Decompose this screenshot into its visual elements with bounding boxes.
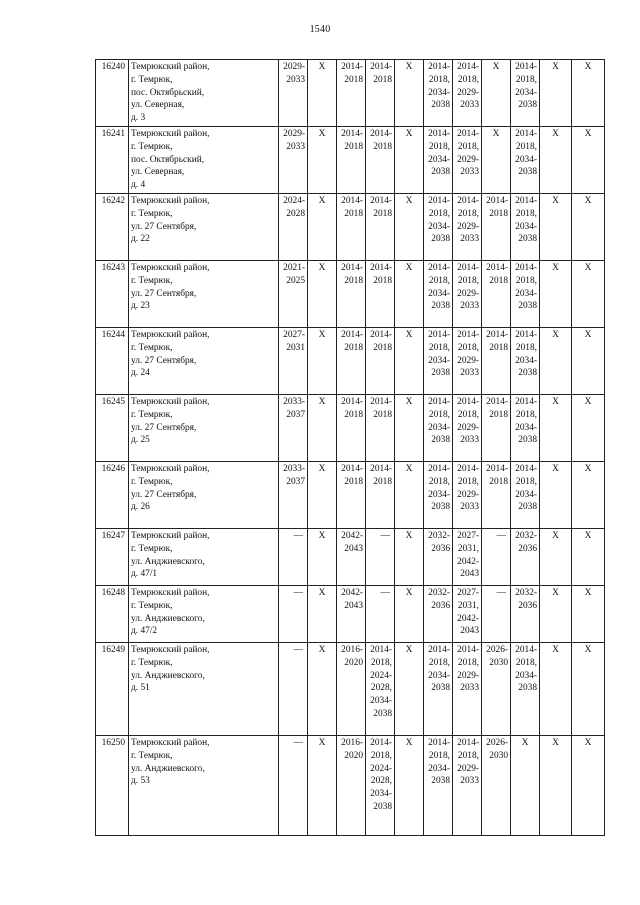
period-cell: X (308, 328, 337, 395)
row-number: 16245 (96, 395, 129, 462)
period-cell: 2014- 2018, 2034- 2038 (424, 462, 453, 529)
row-number: 16243 (96, 261, 129, 328)
period-cell: 2014- 2018, 2029- 2033 (453, 643, 482, 736)
period-cell: 2014- 2018 (366, 127, 395, 194)
period-cell: 2014- 2018 (482, 328, 511, 395)
period-cell: X (572, 194, 605, 261)
period-cell: X (572, 261, 605, 328)
period-cell: X (572, 395, 605, 462)
period-cell: — (482, 586, 511, 643)
period-cell: X (540, 643, 572, 736)
period-cell: 2014- 2018, 2034- 2038 (424, 328, 453, 395)
period-cell: 2014- 2018, 2029- 2033 (453, 736, 482, 836)
period-cell: 2014- 2018, 2034- 2038 (424, 736, 453, 836)
table-row (96, 261, 605, 328)
period-cell: 2042- 2043 (337, 529, 366, 586)
period-cell: X (540, 261, 572, 328)
period-cell: 2014- 2018, 2029- 2033 (453, 194, 482, 261)
period-cell: 2014- 2018, 2034- 2038 (424, 194, 453, 261)
period-cell: — (279, 736, 308, 836)
period-cell: 2026- 2030 (482, 736, 511, 836)
period-cell: 2029- 2033 (279, 60, 308, 127)
period-cell: 2014- 2018, 2034- 2038 (424, 395, 453, 462)
period-cell: X (540, 462, 572, 529)
period-cell: X (540, 328, 572, 395)
period-cell: X (395, 736, 424, 836)
period-cell: X (395, 261, 424, 328)
period-cell: 2014- 2018 (337, 127, 366, 194)
period-cell: X (395, 395, 424, 462)
row-number: 16249 (96, 643, 129, 736)
period-cell: X (308, 736, 337, 836)
period-cell: X (572, 586, 605, 643)
address-cell: Темрюкский район, г. Темрюк, пос. Октябрьский, ул. Северная, д. 4 (129, 127, 279, 194)
period-cell: 2014- 2018 (337, 60, 366, 127)
period-cell: 2014- 2018 (337, 395, 366, 462)
table-row (96, 643, 605, 736)
period-cell: 2021- 2025 (279, 261, 308, 328)
period-cell: X (308, 462, 337, 529)
address-cell: Темрюкский район, г. Темрюк, ул. Анджиевского, д. 51 (129, 643, 279, 736)
row-number: 16244 (96, 328, 129, 395)
table-row (96, 395, 605, 462)
period-cell: X (482, 60, 511, 127)
period-cell: X (395, 529, 424, 586)
table-row (96, 462, 605, 529)
period-cell: X (395, 643, 424, 736)
address-cell: Темрюкский район, г. Темрюк, пос. Октябрьский, ул. Северная, д. 3 (129, 60, 279, 127)
period-cell: 2014- 2018 (482, 261, 511, 328)
page-number: 1540 (309, 24, 331, 35)
row-number: 16247 (96, 529, 129, 586)
period-cell: 2014- 2018 (366, 261, 395, 328)
period-cell: X (572, 127, 605, 194)
period-cell: X (540, 60, 572, 127)
period-cell: X (540, 586, 572, 643)
period-cell: 2014- 2018 (337, 261, 366, 328)
period-cell: X (511, 736, 540, 836)
period-cell: 2032- 2036 (511, 586, 540, 643)
row-number: 16242 (96, 194, 129, 261)
period-cell: 2014- 2018, 2034- 2038 (511, 194, 540, 261)
period-cell: X (395, 127, 424, 194)
period-cell: 2032- 2036 (424, 586, 453, 643)
address-cell: Темрюкский район, г. Темрюк, ул. Анджиевского, д. 53 (129, 736, 279, 836)
period-cell: X (572, 643, 605, 736)
address-cell: Темрюкский район, г. Темрюк, ул. 27 Сентября, д. 25 (129, 395, 279, 462)
address-cell: Темрюкский район, г. Темрюк, ул. 27 Сентября, д. 22 (129, 194, 279, 261)
housing-register-table (95, 59, 605, 836)
period-cell: 2026- 2030 (482, 643, 511, 736)
address-cell: Темрюкский район, г. Темрюк, ул. Анджиевского, д. 47/1 (129, 529, 279, 586)
table-body (96, 60, 605, 836)
period-cell: X (308, 529, 337, 586)
period-cell: 2014- 2018, 2034- 2038 (511, 328, 540, 395)
period-cell: 2014- 2018, 2029- 2033 (453, 462, 482, 529)
table-row (96, 194, 605, 261)
period-cell: 2014- 2018 (366, 328, 395, 395)
period-cell: 2042- 2043 (337, 586, 366, 643)
period-cell: 2024- 2028 (279, 194, 308, 261)
period-cell: 2014- 2018, 2034- 2038 (511, 261, 540, 328)
period-cell: 2033- 2037 (279, 462, 308, 529)
period-cell: X (308, 643, 337, 736)
table-row (96, 328, 605, 395)
period-cell: X (308, 127, 337, 194)
period-cell: 2014- 2018 (482, 194, 511, 261)
period-cell: X (540, 529, 572, 586)
period-cell: 2014- 2018, 2029- 2033 (453, 127, 482, 194)
period-cell: X (395, 462, 424, 529)
period-cell: 2014- 2018 (366, 462, 395, 529)
period-cell: X (572, 736, 605, 836)
period-cell: 2014- 2018 (482, 395, 511, 462)
period-cell: X (395, 194, 424, 261)
period-cell: X (308, 261, 337, 328)
period-cell: — (279, 529, 308, 586)
period-cell: 2014- 2018 (482, 462, 511, 529)
period-cell: X (572, 60, 605, 127)
address-cell: Темрюкский район, г. Темрюк, ул. 27 Сентября, д. 26 (129, 462, 279, 529)
period-cell: 2032- 2036 (511, 529, 540, 586)
row-number: 16250 (96, 736, 129, 836)
period-cell: — (366, 529, 395, 586)
period-cell: 2014- 2018, 2034- 2038 (424, 261, 453, 328)
period-cell: X (308, 60, 337, 127)
table-row (96, 60, 605, 127)
period-cell: 2014- 2018, 2024- 2028, 2034- 2038 (366, 643, 395, 736)
period-cell: X (395, 328, 424, 395)
period-cell: 2014- 2018, 2029- 2033 (453, 395, 482, 462)
period-cell: X (395, 60, 424, 127)
period-cell: X (540, 127, 572, 194)
period-cell: 2027- 2031, 2042- 2043 (453, 586, 482, 643)
period-cell: — (366, 586, 395, 643)
period-cell: 2014- 2018, 2029- 2033 (453, 261, 482, 328)
period-cell: X (482, 127, 511, 194)
period-cell: X (308, 586, 337, 643)
period-cell: — (482, 529, 511, 586)
period-cell: 2014- 2018, 2034- 2038 (424, 643, 453, 736)
period-cell: 2014- 2018 (337, 462, 366, 529)
period-cell: 2029- 2033 (279, 127, 308, 194)
row-number: 16248 (96, 586, 129, 643)
period-cell: 2027- 2031, 2042- 2043 (453, 529, 482, 586)
table-row (96, 586, 605, 643)
period-cell: X (572, 529, 605, 586)
period-cell: 2014- 2018, 2024- 2028, 2034- 2038 (366, 736, 395, 836)
period-cell: 2032- 2036 (424, 529, 453, 586)
period-cell: 2014- 2018 (366, 395, 395, 462)
period-cell: X (540, 194, 572, 261)
row-number: 16240 (96, 60, 129, 127)
period-cell: — (279, 586, 308, 643)
period-cell: 2014- 2018, 2029- 2033 (453, 328, 482, 395)
address-cell: Темрюкский район, г. Темрюк, ул. 27 Сентября, д. 24 (129, 328, 279, 395)
table-row (96, 736, 605, 836)
period-cell: 2014- 2018, 2034- 2038 (511, 643, 540, 736)
period-cell: 2014- 2018, 2034- 2038 (511, 127, 540, 194)
period-cell: X (395, 586, 424, 643)
period-cell: X (540, 395, 572, 462)
address-cell: Темрюкский район, г. Темрюк, ул. Анджиевского, д. 47/2 (129, 586, 279, 643)
period-cell: X (308, 194, 337, 261)
period-cell: — (279, 643, 308, 736)
period-cell: X (540, 736, 572, 836)
period-cell: 2014- 2018 (337, 194, 366, 261)
period-cell: X (308, 395, 337, 462)
address-cell: Темрюкский район, г. Темрюк, ул. 27 Сентября, д. 23 (129, 261, 279, 328)
period-cell: X (572, 328, 605, 395)
period-cell: 2016- 2020 (337, 736, 366, 836)
row-number: 16246 (96, 462, 129, 529)
period-cell: 2033- 2037 (279, 395, 308, 462)
period-cell: X (572, 462, 605, 529)
period-cell: 2014- 2018, 2034- 2038 (511, 60, 540, 127)
table-row (96, 529, 605, 586)
period-cell: 2014- 2018 (337, 328, 366, 395)
period-cell: 2014- 2018, 2034- 2038 (511, 462, 540, 529)
period-cell: 2014- 2018, 2034- 2038 (511, 395, 540, 462)
period-cell: 2014- 2018 (366, 60, 395, 127)
period-cell: 2014- 2018, 2029- 2033 (453, 60, 482, 127)
period-cell: 2027- 2031 (279, 328, 308, 395)
period-cell: 2014- 2018 (366, 194, 395, 261)
period-cell: 2014- 2018, 2034- 2038 (424, 60, 453, 127)
period-cell: 2016- 2020 (337, 643, 366, 736)
table-row (96, 127, 605, 194)
row-number: 16241 (96, 127, 129, 194)
period-cell: 2014- 2018, 2034- 2038 (424, 127, 453, 194)
